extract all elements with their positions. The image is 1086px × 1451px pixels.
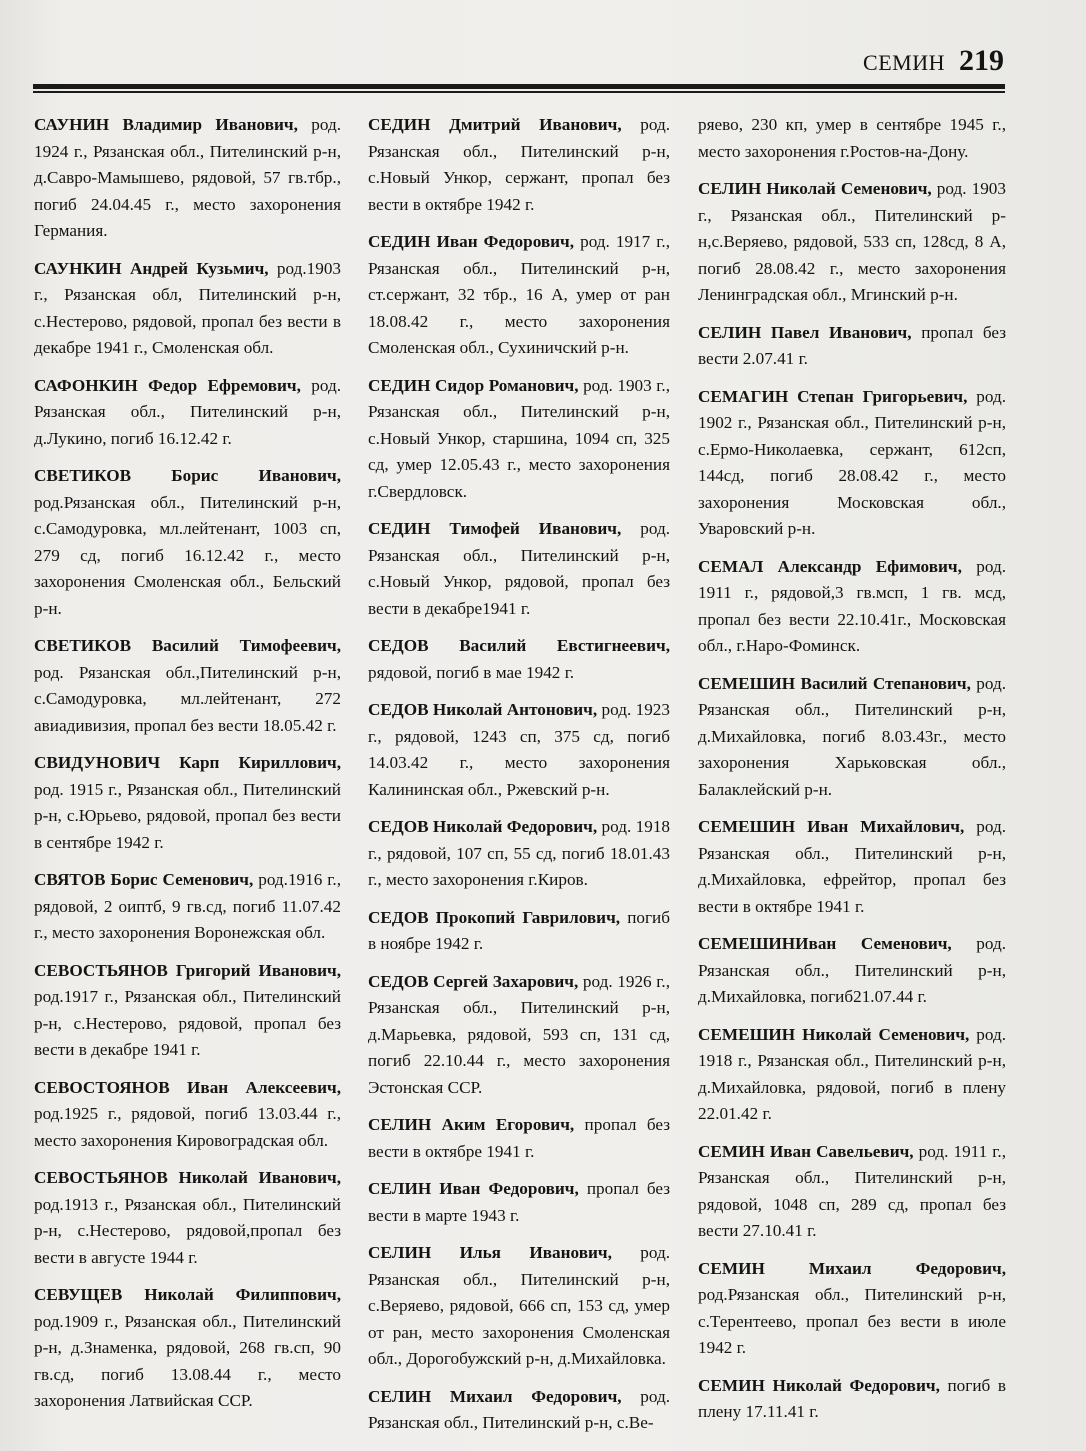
biography-entry [34, 463, 341, 622]
entry-details: погиб в плену 17.11.41 г. [698, 1375, 1006, 1421]
biography-entry [698, 554, 1006, 660]
biography-entry [698, 1373, 1006, 1426]
entry-details: род.Рязанская обл., Пителинский р-н, с.Самодуровка, мл.лейтенант, 1003 сп, 279 сд, погиб 16.12.42 г., место захоронения Смоленская обл., Бельский р-н. [34, 492, 341, 618]
entry-details: род.1916 г., рядовой, 2 оиптб, 9 гв.сд, погиб 11.07.42 г., место захоронения Воронежская обл. [34, 870, 341, 942]
entry-name: САУНИН Владимир Иванович, [34, 115, 298, 134]
entry-details: род.1917 г., Рязанская обл., Пителинский р-н, с.Нестерово, рядовой, пропал без вести в декабре 1941 г. [34, 987, 341, 1059]
biography-entry [698, 1139, 1006, 1245]
entry-details: род. 1926 г., Рязанская обл., Пителинский р-н, д.Марьевка, рядовой, 593 сп, 131 сд, погиб 22.10.44 г., место захоронения Эстонская ССР. [368, 971, 670, 1097]
entry-details: пропал без вести в марте 1943 г. [368, 1179, 670, 1225]
entry-details: род. 1917 г., Рязанская обл., Пителинский р-н, ст.сержант, 32 тбр., 16 А, умер от ран 18.08.42 г., место захоронения Смоленская обл., Сухиничский р-н. [368, 232, 670, 357]
entry-name: СЕЛИН Аким Егорович, [368, 1115, 575, 1134]
entry-name: СЕВОСТЬЯНОВ Николай Иванович, [34, 1168, 341, 1187]
entry-details: род. 1903 г., Рязанская обл., Пителинский р-н,с.Веряево, рядовой, 533 сп, 128сд, 8 А, погиб 28.08.42 г., место захоронения Ленинградская обл., Мгинский р-н. [698, 179, 1006, 304]
entry-name: СЕМИН Иван Савельевич, [698, 1141, 914, 1161]
entry-name: СЕВОСТОЯНОВ Иван Алексеевич, [34, 1077, 341, 1097]
entry-details: род.1909 г., Рязанская обл., Пителинский р-н, д.Знаменка, рядовой, 268 гв.сп, 90 гв.сд, погиб 13.08.44 г., место захоронения Латвийская ССР. [34, 1311, 341, 1410]
entry-details: род. Рязанская обл., Пителинский р-н, д.Михайловка, погиб 8.03.43г., место захоронения Харьковская обл., Балаклейский р-н. [698, 673, 1007, 799]
entry-name: СЕМЕШИН Василий Степанович, [698, 673, 971, 693]
biography-entry [368, 697, 670, 803]
entry-details: род. 1923 г., рядовой, 1243 сп, 375 сд, погиб 14.03.42 г., место захоронения Калининская обл., Ржевский р-н. [368, 700, 670, 799]
entry-name: СЕМЕШИНИван Семенович, [698, 934, 952, 953]
entry-name: СЕМАГИН Степан Григорьевич, [698, 386, 968, 406]
text-column-1 [34, 112, 341, 1426]
entry-name: СЕМЕШИН Николай Семенович, [698, 1024, 970, 1044]
biography-entry [368, 814, 670, 894]
biography-entry [698, 1022, 1006, 1128]
entry-details: род. 1918 г., Рязанская обл., Пителинский р-н, д.Михайловка, рядовой, погиб в плену 22.01.42 г. [698, 1024, 1006, 1123]
entry-details: род. 1911 г., Рязанская обл., Пителинский р-н, рядовой, 1048 сп, 289 сд, пропал без вести 27.10.41 г. [698, 1141, 1006, 1240]
entry-details: род. 1924 г., Рязанская обл., Пителинский р-н, д.Савро-Мамышево, рядовой, 57 гв.тбр., погиб 24.04.45 г., место захоронения Германия. [34, 115, 341, 240]
entry-name: СЕМАЛ Александр Ефимович, [698, 556, 962, 576]
entry-details: пропал без вести в октябре 1941 г. [368, 1115, 671, 1161]
entry-details: род. Рязанская обл., Пителинский р-н, с.Ве- [368, 1386, 671, 1432]
text-column-2 [368, 112, 670, 1448]
biography-entry [34, 1282, 341, 1415]
entry-details: род. Рязанская обл., Пителинский р-н, с.Новый Ункор, сержант, пропал без вести в октябре 1942 г. [368, 115, 670, 214]
text-column-3 [698, 112, 1006, 1437]
biography-entry [368, 516, 670, 622]
entry-details: род. Рязанская обл., Пителинский р-н, д.Лукино, погиб 16.12.42 г. [34, 375, 342, 448]
biography-entry [34, 633, 341, 739]
biography-entry [698, 671, 1006, 804]
entry-name: СЕДОВ Сергей Захарович, [368, 971, 579, 991]
entry-details: род. Рязанская обл., Пителинский р-н, д.Михайловка, ефрейтор, пропал без вести в октябре 1941 г. [698, 817, 1007, 916]
page-number: 219 [959, 44, 1004, 77]
entry-details: род. 1915 г., Рязанская обл., Пителинский р-н, с.Юрьево, рядовой, пропал без вести в сентябре 1942 г. [34, 779, 341, 852]
entry-name: СЕЛИН Павел Иванович, [698, 322, 912, 342]
entry-details: род. 1902 г., Рязанская обл., Пителинский р-н, с.Ермо-Николаевка, сержант, 612сп, 144сд, погиб 28.08.42 г., место захоронения Московская обл., Уваровский р-н. [698, 386, 1007, 538]
running-title: СЕМИН [863, 50, 945, 75]
entry-name: СВЯТОВ Борис Семенович, [34, 870, 254, 889]
entry-name: СЕМИН Михаил Федорович, [698, 1258, 1006, 1278]
entry-details: род. Рязанская обл., Пителинский р-н, с.Веряево, рядовой, 666 сп, 153 сд, умер от ран, место захоронения Смоленская обл., Дорогобужский р-н, д.Михайловка. [368, 1243, 670, 1368]
biography-entry [698, 1256, 1006, 1362]
entry-details: род. 1918 г., рядовой, 107 сп, 55 сд, погиб 18.01.43 г., место захоронения г.Киров. [368, 817, 671, 889]
biography-entry [34, 750, 341, 856]
biography-entry [698, 320, 1006, 373]
entry-name: СЕВОСТЬЯНОВ Григорий Иванович, [34, 960, 341, 980]
entry-name: СЕДИН Дмитрий Иванович, [368, 115, 622, 134]
biography-entry [34, 373, 341, 453]
entry-details: род. 1903 г., Рязанская обл., Пителинский р-н, с.Новый Ункор, старшина, 1094 сп, 325 сд, умер 12.05.43 г., место захоронения г.Свердловск. [368, 375, 670, 501]
entry-details: род.1925 г., рядовой, погиб 13.03.44 г., место захоронения Кировоградская обл. [34, 1104, 341, 1150]
biography-entry [34, 867, 341, 947]
header-rule-thin [33, 91, 1005, 93]
biography-entry [368, 112, 670, 218]
entry-name: СЕЛИН Николай Семенович, [698, 179, 932, 198]
running-header [863, 44, 1004, 78]
entry-name: СЕМИН Николай Федорович, [698, 1375, 940, 1395]
entry-name: СЕДОВ Николай Антонович, [368, 700, 598, 719]
entry-details: род.1903 г., Рязанская обл, Пителинский р-н, с.Нестерово, рядовой, пропал без вести в декабре 1941 г., Смоленская обл. [34, 258, 342, 357]
biography-entry [34, 1165, 341, 1271]
biography-entry [368, 969, 670, 1102]
entry-name: СЕЛИН Илья Иванович, [368, 1243, 612, 1262]
entry-name: СЕДОВ Василий Евстигнеевич, [368, 636, 670, 655]
entry-details: род. Рязанская обл.,Пителинский р-н, с.Самодуровка, мл.лейтенант, 272 авиадивизия, пропал без вести 18.05.42 г. [34, 662, 341, 735]
entry-details: род.Рязанская обл., Пителинский р-н, с.Терентеево, пропал без вести в июле 1942 г. [698, 1285, 1006, 1357]
entry-details: род. Рязанская обл., Пителинский р-н, с.Новый Ункор, рядовой, пропал без вести в декабре1941 г. [368, 519, 670, 618]
entry-name: СВЕТИКОВ Борис Иванович, [34, 466, 341, 485]
entry-name: СВЕТИКОВ Василий Тимофеевич, [34, 636, 341, 655]
entry-details: род.1913 г., Рязанская обл., Пителинский р-н, с.Нестерово, рядовой,пропал без вести в августе 1944 г. [34, 1194, 341, 1267]
entry-details: ряево, 230 кп, умер в сентябре 1945 г., место захоронения г.Ростов-на-Дону. [698, 115, 1006, 161]
entry-name: САУНКИН Андрей Кузьмич, [34, 258, 269, 278]
entry-name: СВИДУНОВИЧ Карп Кириллович, [34, 753, 341, 772]
entry-name: СЕЛИН Михаил Федорович, [368, 1386, 622, 1406]
biography-entry [368, 373, 670, 506]
entry-name: СЕМЕШИН Иван Михайлович, [698, 817, 965, 836]
biography-entry [698, 112, 1006, 165]
biography-entry [368, 1384, 670, 1437]
entry-details: род. 1911 г., рядовой,3 гв.мсп, 1 гв. мсд, пропал без вести 22.10.41г., Московская обл., г.Наро-Фоминск. [698, 556, 1006, 655]
entry-name: СЕЛИН Иван Федорович, [368, 1179, 579, 1198]
entry-name: СЕДОВ Николай Федорович, [368, 817, 598, 836]
entry-name: СЕВУЩЕВ Николай Филиппович, [34, 1285, 341, 1304]
biography-entry [368, 1112, 670, 1165]
biography-entry [698, 176, 1006, 309]
entry-name: СЕДИН Сидор Романович, [368, 375, 579, 395]
biography-entry [368, 1176, 670, 1229]
entry-details: пропал без вести 2.07.41 г. [698, 322, 1007, 368]
entry-details: погиб в ноябре 1942 г. [368, 907, 670, 953]
biography-entry [368, 229, 670, 362]
biography-entry [34, 256, 341, 362]
entry-name: САФОНКИН Федор Ефремович, [34, 375, 301, 395]
biography-entry [34, 1075, 341, 1155]
biography-entry [698, 384, 1006, 543]
biography-entry [34, 958, 341, 1064]
biography-entry [368, 1240, 670, 1373]
biography-entry [698, 814, 1006, 920]
biography-entry [368, 905, 670, 958]
entry-name: СЕДИН Тимофей Иванович, [368, 519, 622, 538]
entry-details: рядовой, погиб в мае 1942 г. [368, 662, 575, 682]
entry-details: род. Рязанская обл., Пителинский р-н, д.Михайловка, погиб21.07.44 г. [698, 934, 1007, 1006]
biography-entry [34, 112, 341, 245]
entry-name: СЕДОВ Прокопий Гаврилович, [368, 907, 621, 927]
biography-entry [698, 931, 1006, 1011]
biography-entry [368, 633, 670, 686]
entry-name: СЕДИН Иван Федорович, [368, 232, 575, 251]
header-rule-thick [33, 84, 1005, 89]
